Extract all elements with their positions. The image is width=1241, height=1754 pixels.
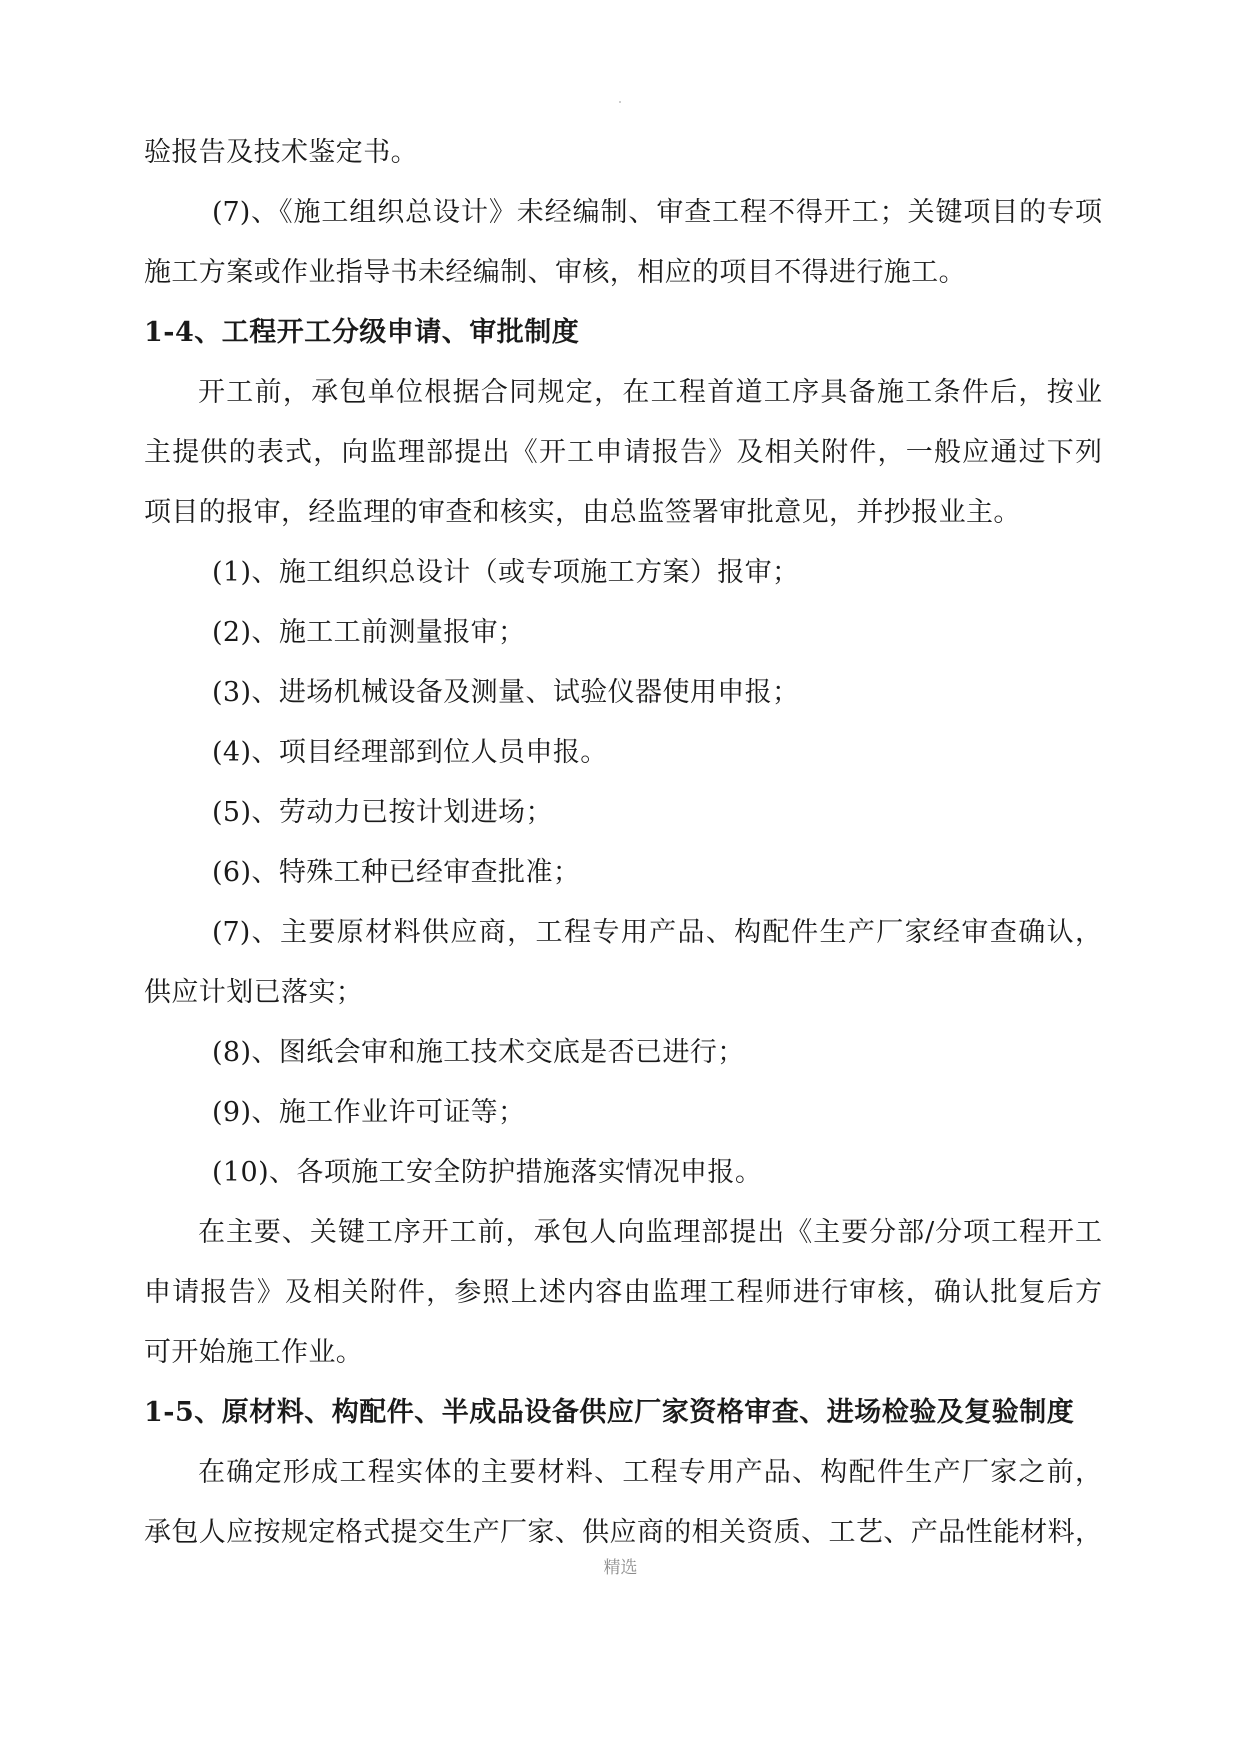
section-1-5-intro-line-2: 承包人应按规定格式提交生产厂家、供应商的相关资质、工艺、产品性能材料， <box>144 1517 1102 1548</box>
document-body <box>144 123 1102 1563</box>
section-1-4-closing-line-1: 在主要、关键工序开工前，承包人向监理部提出《主要分部/分项工程开工 <box>198 1217 1102 1248</box>
section-1-4-intro-line-1: 开工前，承包单位根据合同规定，在工程首道工序具备施工条件后，按业 <box>198 377 1102 408</box>
list-item-7-line-1: (7)、主要原材料供应商，工程专用产品、构配件生产厂家经审查确认， <box>212 917 1102 948</box>
list-item-6: (6)、特殊工种已经审查批准； <box>212 857 581 888</box>
list-item-10: (10)、各项施工安全防护措施落实情况申报。 <box>212 1157 763 1188</box>
section-1-4-closing-line-2: 申请报告》及相关附件，参照上述内容由监理工程师进行审核，确认批复后方 <box>144 1277 1102 1308</box>
section-heading-1-5: 1-5、原材料、构配件、半成品设备供应厂家资格审查、进场检验及复验制度 <box>144 1397 1075 1428</box>
list-item-8: (8)、图纸会审和施工技术交底是否已进行； <box>212 1037 745 1068</box>
section-heading-1-4: 1-4、工程开工分级申请、审批制度 <box>144 317 580 348</box>
list-item-4: (4)、项目经理部到位人员申报。 <box>212 737 608 768</box>
list-item-1: (1)、施工组织总设计（或专项施工方案）报审； <box>212 557 800 588</box>
list-item-7-line-2: 供应计划已落实； <box>144 977 364 1008</box>
list-item-5: (5)、劳动力已按计划进场； <box>212 797 553 828</box>
list-item-9: (9)、施工作业许可证等； <box>212 1097 526 1128</box>
page-footer-label: 精选 <box>603 1558 638 1578</box>
header-dot <box>619 101 621 103</box>
section-1-4-intro-line-3: 项目的报审，经监理的审查和核实，由总监签署审批意见，并抄报业主。 <box>144 497 1021 528</box>
continued-paragraph-line: 验报告及技术鉴定书。 <box>144 137 418 168</box>
section-1-5-intro-line-1: 在确定形成工程实体的主要材料、工程专用产品、构配件生产厂家之前， <box>198 1457 1102 1488</box>
list-item-3: (3)、进场机械设备及测量、试验仪器使用申报； <box>212 677 800 708</box>
section-1-4-closing-line-3: 可开始施工作业。 <box>144 1337 364 1368</box>
prev-item-7-line-1: (7)、《施工组织总设计》未经编制、审查工程不得开工；关键项目的专项 <box>212 197 1102 228</box>
prev-item-7-line-2: 施工方案或作业指导书未经编制、审核，相应的项目不得进行施工。 <box>144 257 966 288</box>
list-item-2: (2)、施工工前测量报审； <box>212 617 526 648</box>
section-1-4-intro-line-2: 主提供的表式，向监理部提出《开工申请报告》及相关附件，一般应通过下列 <box>144 437 1102 468</box>
